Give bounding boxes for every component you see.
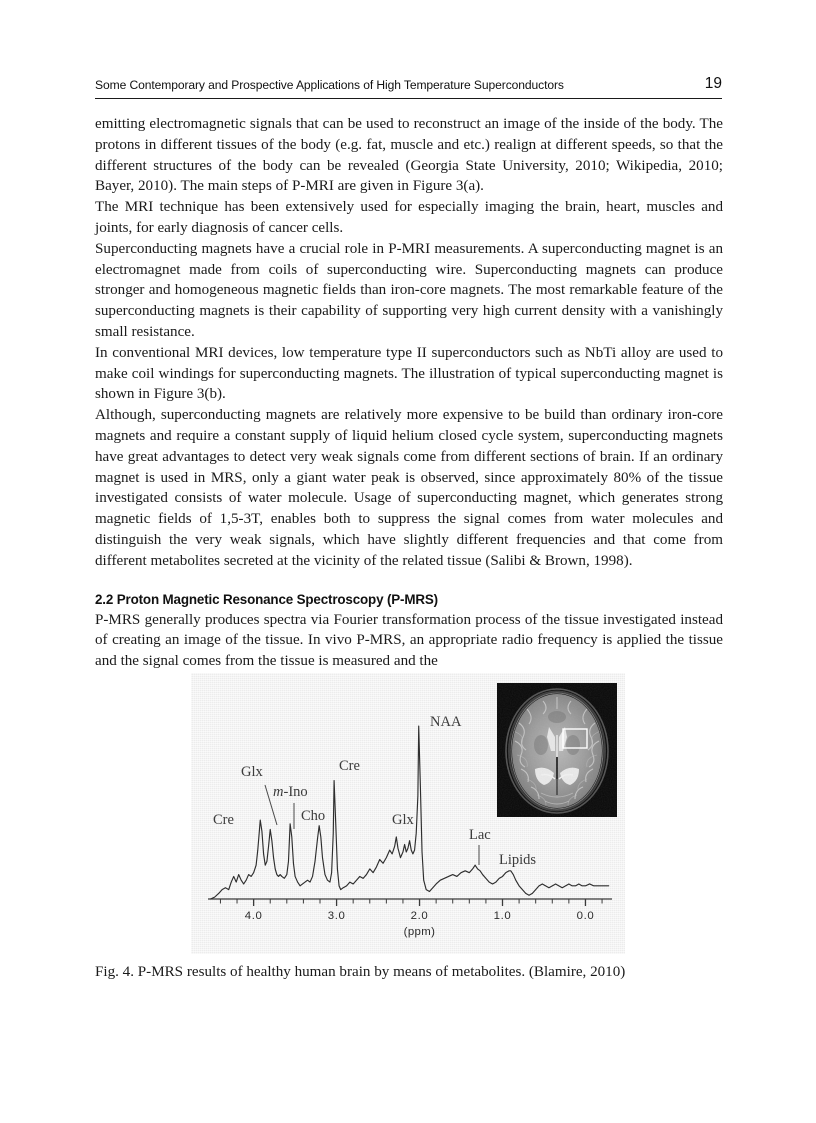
peak-label-lipids: Lipids xyxy=(499,852,537,868)
figure-4 xyxy=(191,673,625,954)
body-content xyxy=(95,114,723,672)
brain-mri-image xyxy=(497,683,617,817)
figure-panel xyxy=(191,673,625,954)
peak-label-lac: Lac xyxy=(469,827,491,843)
peak-label-glx: Glx xyxy=(392,812,414,828)
x-tick-label: 2.0 xyxy=(410,910,429,922)
x-tick-label: 3.0 xyxy=(327,910,346,922)
peak-label-cho: Cho xyxy=(301,808,326,824)
paragraph-1: emitting electromagnetic signals that can be used to reconstruct an image of the inside of the body. The protons in different tissues of the body (e.g. fat, muscle and etc.) realign at different speeds, so that the different structures of the body can be revealed (Georgia State University, 2010; Wikipedia, 2010; Bayer, 2010). The main steps of P-MRI are given in Figure 3(a). xyxy=(95,116,723,195)
spectrum-axis xyxy=(208,899,612,906)
x-axis-title: (ppm) xyxy=(403,926,436,938)
peak-label-cre: Cre xyxy=(213,812,234,828)
paragraph-3: Superconducting magnets have a crucial role in P-MRI measurements. A superconducting magnet is an electromagnet made from coils of superconducting wire. Superconducting magnets can produce stronger and homogeneous magnetic fields than iron-core magnets. The most remarkable feature of the superconducting magnets is their capability of supporting very high current density with a vanishingly small resistance. xyxy=(95,240,723,340)
x-tick-label: 4.0 xyxy=(244,910,263,922)
figure-caption: Fig. 4. P-MRS results of healthy human brain by means of metabolites. (Blamire, 2010) xyxy=(95,964,626,980)
paragraph-4: In conventional MRI devices, low temperature type II superconductors such as NbTi alloy are used to make coil windings for superconducting magnets. The illustration of typical superconducting magnet is shown in Figure 3(b). xyxy=(95,344,723,403)
peak-label-cre: Cre xyxy=(339,758,360,774)
header-title: Some Contemporary and Prospective Applications of High Temperature Superconductors xyxy=(95,78,564,92)
x-tick-label: 0.0 xyxy=(576,910,595,922)
x-tick-label: 1.0 xyxy=(493,910,512,922)
page-number: 19 xyxy=(704,75,722,92)
brain-mri-inset xyxy=(497,683,617,817)
peak-label-m-ino: m-Ino xyxy=(273,784,308,800)
header-rule xyxy=(95,98,722,99)
paragraph-5: Although, superconducting magnets are relatively more expensive to be build than ordinary iron-core magnets and require a constant supply of liquid helium closed cycle system, superconducting magnets have great advantages to detect very weak signals come from different sections of brain. If an ordinary magnet is used in MRS, only a giant water peak is observed, since approximately 80% of the tissue investigated consists of water molecule. Usage of superconducting magnet, which generates strong magnetic fields of 1,5-3T, enables both to suppress the signal comes from water molecules and distinguish the very weak signals, which have slightly different frequencies and that come from different metabolites secreted at the vicinity of the related tissue (Salibi & Brown, 1998). xyxy=(95,407,723,569)
section-heading-2-2: 2.2 Proton Magnetic Resonance Spectroscopy (P-MRS) xyxy=(95,591,438,607)
peak-label-glx: Glx xyxy=(241,764,263,780)
paragraph-2: The MRI technique has been extensively used for especially imaging the brain, heart, muscles and joints, for early diagnosis of cancer cells. xyxy=(95,199,723,236)
section-paragraph: P-MRS generally produces spectra via Fourier transformation process of the tissue investigated instead of creating an image of the tissue. In vivo P-MRS, an appropriate radio frequency is applied the tissue and the signal comes from the tissue is measured and the xyxy=(95,611,723,670)
peak-label-naa: NAA xyxy=(430,714,462,730)
running-header xyxy=(95,75,722,104)
